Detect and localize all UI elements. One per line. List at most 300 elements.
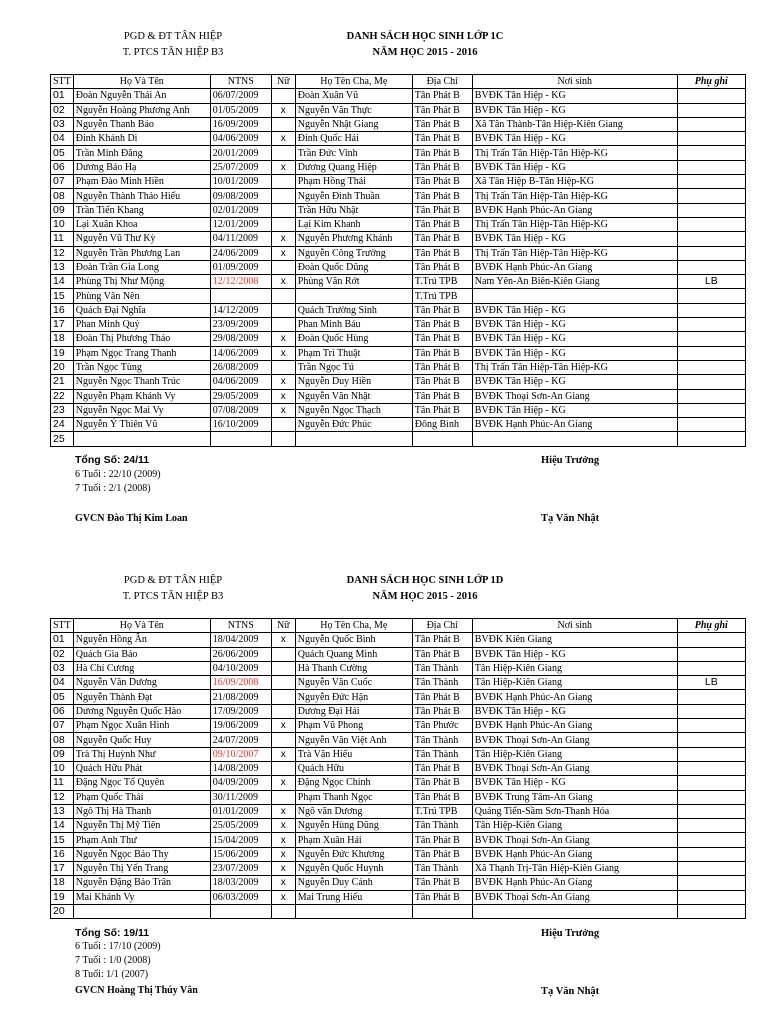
- female-mark: x: [271, 403, 295, 417]
- female-mark: x: [271, 375, 295, 389]
- birth-date: 19/06/2009: [210, 719, 271, 733]
- row-number: 20: [51, 360, 74, 374]
- parent-name: Đoàn Quốc Hùng: [295, 332, 412, 346]
- birthplace: [472, 904, 677, 918]
- female-mark: [271, 303, 295, 317]
- parent-name: Phạm Thanh Ngọc: [295, 790, 412, 804]
- birth-date: 18/03/2009: [210, 876, 271, 890]
- row-number: 17: [51, 318, 74, 332]
- female-mark: [271, 117, 295, 131]
- school-year: NĂM HỌC 2015 - 2016: [372, 591, 478, 602]
- parent-name: Mai Trung Hiếu: [295, 890, 412, 904]
- birth-date: 26/08/2009: [210, 360, 271, 374]
- table-row: [51, 804, 746, 818]
- table-row: [51, 733, 746, 747]
- age-summary-line: 8 Tuổi: 1/1 (2007): [75, 969, 149, 980]
- homeroom-teacher: GVCN Đào Thị Kim Loan: [75, 513, 188, 524]
- row-number: 01: [51, 633, 74, 647]
- note: [677, 747, 745, 761]
- student-name: Lại Xuân Khoa: [73, 217, 210, 231]
- row-number: 01: [51, 89, 74, 103]
- row-number: 14: [51, 275, 74, 289]
- student-name: Mai Khánh Vy: [73, 890, 210, 904]
- principal-name: Tạ Văn Nhật: [541, 513, 600, 524]
- note: [677, 232, 745, 246]
- female-mark: [271, 790, 295, 804]
- row-number: 25: [51, 432, 74, 446]
- address: Tân Phát B: [412, 360, 472, 374]
- birthplace: Thị Trấn Tân Hiệp-Tân Hiệp-KG: [472, 146, 677, 160]
- student-name: Trà Thị Huỳnh Như: [73, 747, 210, 761]
- row-number: 04: [51, 676, 74, 690]
- note: [677, 246, 745, 260]
- row-number: 24: [51, 418, 74, 432]
- birth-date: 24/07/2009: [210, 733, 271, 747]
- note: [677, 761, 745, 775]
- note: [677, 375, 745, 389]
- student-name: Quách Hữu Phát: [73, 761, 210, 775]
- note: [677, 117, 745, 131]
- note: [677, 432, 745, 446]
- female-mark: x: [271, 833, 295, 847]
- student-name: Nguyễn Hồng Ân: [73, 633, 210, 647]
- birth-date: 04/10/2009: [210, 661, 271, 675]
- address: Tân Phát B: [412, 203, 472, 217]
- row-number: 11: [51, 232, 74, 246]
- school-name: T. PTCS TÂN HIỆP B3: [122, 591, 224, 602]
- address: Tân Phát B: [412, 89, 472, 103]
- female-mark: x: [271, 232, 295, 246]
- birth-date: 21/08/2009: [210, 690, 271, 704]
- student-name: Quách Gia Bảo: [73, 647, 210, 661]
- address: Đông Bình: [412, 418, 472, 432]
- female-mark: [271, 360, 295, 374]
- note: [677, 132, 745, 146]
- student-name: Phùng Thị Như Mộng: [73, 275, 210, 289]
- parent-name: Nguyễn Duy Hiền: [295, 375, 412, 389]
- note: [677, 303, 745, 317]
- column-header-birthplace: Nơi sinh: [472, 619, 677, 633]
- birth-date: 10/01/2009: [210, 175, 271, 189]
- row-number: 18: [51, 332, 74, 346]
- birthplace: BVĐK Tân Hiệp - KG: [472, 103, 677, 117]
- total-count: Tổng Số: 19/11: [75, 927, 150, 939]
- table-row: [51, 346, 746, 360]
- birth-date: 07/08/2009: [210, 403, 271, 417]
- birth-date: 04/09/2009: [210, 776, 271, 790]
- address: T.Trú TPB: [412, 289, 472, 303]
- note: [677, 189, 745, 203]
- column-header-note: Phụ ghi: [677, 619, 745, 633]
- birthplace: BVĐK Hạnh Phúc-An Giang: [472, 690, 677, 704]
- parent-name: [295, 904, 412, 918]
- row-number: 18: [51, 876, 74, 890]
- note: [677, 790, 745, 804]
- note: [677, 389, 745, 403]
- parent-name: Trà Văn Hiếu: [295, 747, 412, 761]
- note: [677, 332, 745, 346]
- female-mark: [271, 690, 295, 704]
- row-number: 23: [51, 403, 74, 417]
- female-mark: [271, 432, 295, 446]
- female-mark: x: [271, 719, 295, 733]
- student-name: Nguyễn Vũ Thư Kỳ: [73, 232, 210, 246]
- female-mark: [271, 761, 295, 775]
- address: Tân Phát B: [412, 389, 472, 403]
- age-summary-line: 6 Tuổi : 22/10 (2009): [75, 469, 161, 480]
- birthplace: Xã Thạnh Trị-Tân Hiệp-Kiên Giang: [472, 862, 677, 876]
- birth-date: 16/09/2009: [210, 117, 271, 131]
- birthplace: Thị Trấn Tân Hiệp-Tân Hiệp-KG: [472, 217, 677, 231]
- address: Tân Phát B: [412, 232, 472, 246]
- birthplace: [472, 289, 677, 303]
- student-name: Nguyễn Hoàng Phương Anh: [73, 103, 210, 117]
- note: [677, 904, 745, 918]
- address: Tân Phát B: [412, 346, 472, 360]
- address: Tân Phát B: [412, 260, 472, 274]
- birthplace: BVĐK Tân Hiệp - KG: [472, 647, 677, 661]
- address: Tân Thành: [412, 661, 472, 675]
- row-number: 16: [51, 303, 74, 317]
- parent-name: Nguyễn Văn Nhật: [295, 389, 412, 403]
- birthplace: BVĐK Tân Hiệp - KG: [472, 704, 677, 718]
- note: [677, 260, 745, 274]
- column-header-stt: STT: [51, 75, 74, 89]
- female-mark: [271, 89, 295, 103]
- parent-name: Nguyễn Duy Cảnh: [295, 876, 412, 890]
- birth-date: 15/04/2009: [210, 833, 271, 847]
- row-number: 07: [51, 719, 74, 733]
- birthplace: BVĐK Tân Hiệp - KG: [472, 332, 677, 346]
- student-name: Phan Minh Quý: [73, 318, 210, 332]
- female-mark: x: [271, 275, 295, 289]
- row-number: 11: [51, 776, 74, 790]
- note: [677, 876, 745, 890]
- birthplace: [472, 432, 677, 446]
- list-title: DANH SÁCH HỌC SINH LỚP 1C: [346, 31, 504, 42]
- female-mark: [271, 289, 295, 303]
- student-name: Phùng Văn Nên: [73, 289, 210, 303]
- female-mark: x: [271, 876, 295, 890]
- birth-date: 09/10/2007: [210, 747, 271, 761]
- birth-date: 17/09/2009: [210, 704, 271, 718]
- address: Tân Phát B: [412, 761, 472, 775]
- student-name: Đoàn Trần Gia Long: [73, 260, 210, 274]
- parent-name: Dương Quang Hiệp: [295, 160, 412, 174]
- birthplace: Xã Tân Hiệp B-Tân Hiệp-KG: [472, 175, 677, 189]
- birth-date: 02/01/2009: [210, 203, 271, 217]
- note: [677, 175, 745, 189]
- female-mark: [271, 318, 295, 332]
- birthplace: BVĐK Hạnh Phúc-An Giang: [472, 203, 677, 217]
- birthplace: BVĐK Tân Hiệp - KG: [472, 132, 677, 146]
- row-number: 10: [51, 217, 74, 231]
- birthplace: BVĐK Thoại Sơn-An Giang: [472, 833, 677, 847]
- female-mark: [271, 704, 295, 718]
- birthplace: Xã Tân Thành-Tân Hiệp-Kiên Giang: [472, 117, 677, 131]
- birthplace: BVĐK Thoại Sơn-An Giang: [472, 389, 677, 403]
- birth-date: 29/05/2009: [210, 389, 271, 403]
- table-row: [51, 819, 746, 833]
- birth-date: 14/08/2009: [210, 761, 271, 775]
- note: [677, 690, 745, 704]
- table-header-row: [51, 75, 746, 89]
- birth-date: 14/12/2009: [210, 303, 271, 317]
- student-name: Nguyễn Ý Thiên Vũ: [73, 418, 210, 432]
- birth-date: 20/01/2009: [210, 146, 271, 160]
- student-name: Nguyễn Thành Đạt: [73, 690, 210, 704]
- female-mark: x: [271, 890, 295, 904]
- parent-name: Nguyễn Đức Khương: [295, 847, 412, 861]
- birth-date: 04/06/2009: [210, 132, 271, 146]
- birthplace: Nam Yên-An Biên-Kiên Giang: [472, 275, 677, 289]
- table-row: [51, 332, 746, 346]
- table-row: [51, 633, 746, 647]
- table-row: [51, 676, 746, 690]
- address: Tân Phát B: [412, 704, 472, 718]
- parent-name: Nguyễn Văn Thực: [295, 103, 412, 117]
- address: Tân Phát B: [412, 217, 472, 231]
- parent-name: Đoàn Xuân Vũ: [295, 89, 412, 103]
- address: Tân Phát B: [412, 647, 472, 661]
- female-mark: [271, 418, 295, 432]
- parent-name: Quách Quang Minh: [295, 647, 412, 661]
- student-name: Đinh Khánh Di: [73, 132, 210, 146]
- note: [677, 833, 745, 847]
- parent-name: Trần Đức Vinh: [295, 146, 412, 160]
- table-row: [51, 132, 746, 146]
- table-row: [51, 360, 746, 374]
- female-mark: [271, 189, 295, 203]
- birthplace: BVĐK Thoại Sơn-An Giang: [472, 733, 677, 747]
- column-header-dob: NTNS: [210, 75, 271, 89]
- parent-name: Trần Ngọc Tú: [295, 360, 412, 374]
- row-number: 17: [51, 862, 74, 876]
- table-row: [51, 117, 746, 131]
- school-name: T. PTCS TÂN HIỆP B3: [122, 47, 224, 58]
- row-number: 10: [51, 761, 74, 775]
- column-header-address: Địa Chỉ: [412, 75, 472, 89]
- address: Tân Phát B: [412, 146, 472, 160]
- table-row: [51, 704, 746, 718]
- table-row: [51, 403, 746, 417]
- note: [677, 647, 745, 661]
- student-name: Nguyễn Thanh Bảo: [73, 117, 210, 131]
- row-number: 02: [51, 647, 74, 661]
- parent-name: Ngô văn Dương: [295, 804, 412, 818]
- table-row: [51, 303, 746, 317]
- address: [412, 432, 472, 446]
- female-mark: x: [271, 246, 295, 260]
- student-name: Trần Minh Đăng: [73, 146, 210, 160]
- address: Tân Phát B: [412, 332, 472, 346]
- birthplace: BVĐK Thoại Sơn-An Giang: [472, 761, 677, 775]
- note: [677, 289, 745, 303]
- row-number: 08: [51, 733, 74, 747]
- parent-name: Nguyễn Phương Khánh: [295, 232, 412, 246]
- parent-name: Phạm Xuân Hải: [295, 833, 412, 847]
- parent-name: Nguyễn Văn Cuốc: [295, 676, 412, 690]
- student-name: Nguyễn Đặng Bảo Trân: [73, 876, 210, 890]
- list-title: DANH SÁCH HỌC SINH LỚP 1D: [346, 575, 504, 586]
- student-name: Nguyễn Quốc Huy: [73, 733, 210, 747]
- table-row: [51, 103, 746, 117]
- birth-date: 01/09/2009: [210, 260, 271, 274]
- birth-date: 01/01/2009: [210, 804, 271, 818]
- note: [677, 203, 745, 217]
- column-header-name: Họ Và Tên: [73, 75, 210, 89]
- student-name: Quách Đại Nghĩa: [73, 303, 210, 317]
- female-mark: x: [271, 160, 295, 174]
- table-row: [51, 203, 746, 217]
- parent-name: Nguyễn Đức Hận: [295, 690, 412, 704]
- parent-name: Quách Hữu: [295, 761, 412, 775]
- address: Tân Phát B: [412, 103, 472, 117]
- parent-name: Phạm Vũ Phong: [295, 719, 412, 733]
- parent-name: Nguyễn Văn Việt Anh: [295, 733, 412, 747]
- female-mark: x: [271, 747, 295, 761]
- note: [677, 776, 745, 790]
- student-name: Ngô Thị Hà Thanh: [73, 804, 210, 818]
- table-row: [51, 833, 746, 847]
- address: Tân Phát B: [412, 776, 472, 790]
- birthplace: BVĐK Tân Hiệp - KG: [472, 89, 677, 103]
- homeroom-teacher: GVCN Hoàng Thị Thúy Vân: [75, 985, 198, 996]
- column-header-birthplace: Nơi sinh: [472, 75, 677, 89]
- birthplace: Thị Trấn Tân Hiệp-Tân Hiệp-KG: [472, 189, 677, 203]
- female-mark: x: [271, 819, 295, 833]
- row-number: 19: [51, 890, 74, 904]
- table-row: [51, 862, 746, 876]
- address: Tân Phát B: [412, 318, 472, 332]
- table-row: [51, 318, 746, 332]
- student-name: Phạm Quốc Thái: [73, 790, 210, 804]
- column-header-stt: STT: [51, 619, 74, 633]
- birth-date: 30/11/2009: [210, 790, 271, 804]
- birth-date: 15/06/2009: [210, 847, 271, 861]
- note: [677, 346, 745, 360]
- row-number: 03: [51, 661, 74, 675]
- birthplace: BVĐK Tân Hiệp - KG: [472, 375, 677, 389]
- birthplace: BVĐK Hạnh Phúc-An Giang: [472, 719, 677, 733]
- address: Tân Phát B: [412, 117, 472, 131]
- student-name: [73, 904, 210, 918]
- table-row: [51, 189, 746, 203]
- parent-name: Dương Đại Hải: [295, 704, 412, 718]
- birth-date: 25/05/2009: [210, 819, 271, 833]
- birth-date: [210, 432, 271, 446]
- table-row: [51, 876, 746, 890]
- parent-name: Đoàn Quốc Dũng: [295, 260, 412, 274]
- table-row: [51, 647, 746, 661]
- student-name: Nguyễn Thị Yến Trang: [73, 862, 210, 876]
- note: [677, 403, 745, 417]
- female-mark: x: [271, 103, 295, 117]
- student-table: [50, 74, 746, 447]
- table-row: [51, 232, 746, 246]
- female-mark: x: [271, 847, 295, 861]
- table-row: [51, 661, 746, 675]
- row-number: 13: [51, 260, 74, 274]
- birth-date: 16/09/2008: [210, 676, 271, 690]
- principal-title: Hiệu Trưởng: [541, 455, 600, 466]
- table-row: [51, 719, 746, 733]
- address: Tân Phát B: [412, 403, 472, 417]
- row-number: 02: [51, 103, 74, 117]
- note: [677, 360, 745, 374]
- parent-name: Nguyễn Công Trường: [295, 246, 412, 260]
- note: LB: [677, 676, 745, 690]
- row-number: 20: [51, 904, 74, 918]
- table-row: [51, 890, 746, 904]
- parent-name: Nguyễn Ngọc Thạch: [295, 403, 412, 417]
- birthplace: Thị Trấn Tân Hiệp-Tân Hiệp-KG: [472, 360, 677, 374]
- female-mark: x: [271, 132, 295, 146]
- student-name: [73, 432, 210, 446]
- student-name: Hà Chí Cương: [73, 661, 210, 675]
- department-name: PGD & ĐT TÂN HIỆP: [123, 575, 223, 586]
- principal-title: Hiệu Trưởng: [541, 928, 600, 939]
- female-mark: x: [271, 389, 295, 403]
- parent-name: Quách Trường Sinh: [295, 303, 412, 317]
- address: Tân Phát B: [412, 690, 472, 704]
- table-row: [51, 246, 746, 260]
- note: [677, 847, 745, 861]
- column-header-note: Phụ ghi: [677, 75, 745, 89]
- address: Tân Phát B: [412, 876, 472, 890]
- birth-date: 12/01/2009: [210, 217, 271, 231]
- row-number: 04: [51, 132, 74, 146]
- female-mark: [271, 647, 295, 661]
- birthplace: Quảng Tiến-Sầm Sơn-Thanh Hóa: [472, 804, 677, 818]
- row-number: 06: [51, 704, 74, 718]
- parent-name: Phạm Hồng Thái: [295, 175, 412, 189]
- age-summary-line: 7 Tuổi : 1/0 (2008): [75, 955, 151, 966]
- address: Tân Phát B: [412, 189, 472, 203]
- address: [412, 904, 472, 918]
- birthplace: Thị Trấn Tân Hiệp-Tân Hiệp-KG: [472, 246, 677, 260]
- parent-name: Nguyễn Đình Thuần: [295, 189, 412, 203]
- birthplace: BVĐK Tân Hiệp - KG: [472, 346, 677, 360]
- address: T.Trú TPB: [412, 275, 472, 289]
- row-number: 12: [51, 246, 74, 260]
- student-name: Nguyễn Trần Phương Lan: [73, 246, 210, 260]
- birthplace: BVĐK Hạnh Phúc-An Giang: [472, 847, 677, 861]
- birth-date: 23/09/2009: [210, 318, 271, 332]
- student-name: Phạm Ngọc Xuân Hinh: [73, 719, 210, 733]
- table-row: [51, 175, 746, 189]
- table-row: [51, 690, 746, 704]
- row-number: 13: [51, 804, 74, 818]
- birth-date: [210, 289, 271, 303]
- parent-name: Nguyễn Đức Phúc: [295, 418, 412, 432]
- address: Tân Phát B: [412, 375, 472, 389]
- birth-date: 24/06/2009: [210, 246, 271, 260]
- birthplace: BVĐK Tân Hiệp - KG: [472, 403, 677, 417]
- age-summary-line: 6 Tuổi : 17/10 (2009): [75, 941, 161, 952]
- row-number: 12: [51, 790, 74, 804]
- student-name: Nguyễn Văn Dương: [73, 676, 210, 690]
- birth-date: 09/08/2009: [210, 189, 271, 203]
- column-header-name: Họ Và Tên: [73, 619, 210, 633]
- row-number: 09: [51, 747, 74, 761]
- note: [677, 633, 745, 647]
- birthplace: Tân Hiệp-Kiên Giang: [472, 819, 677, 833]
- student-name: Phạm Đào Minh Hiền: [73, 175, 210, 189]
- female-mark: [271, 661, 295, 675]
- table-row: [51, 847, 746, 861]
- table-row: [51, 432, 746, 446]
